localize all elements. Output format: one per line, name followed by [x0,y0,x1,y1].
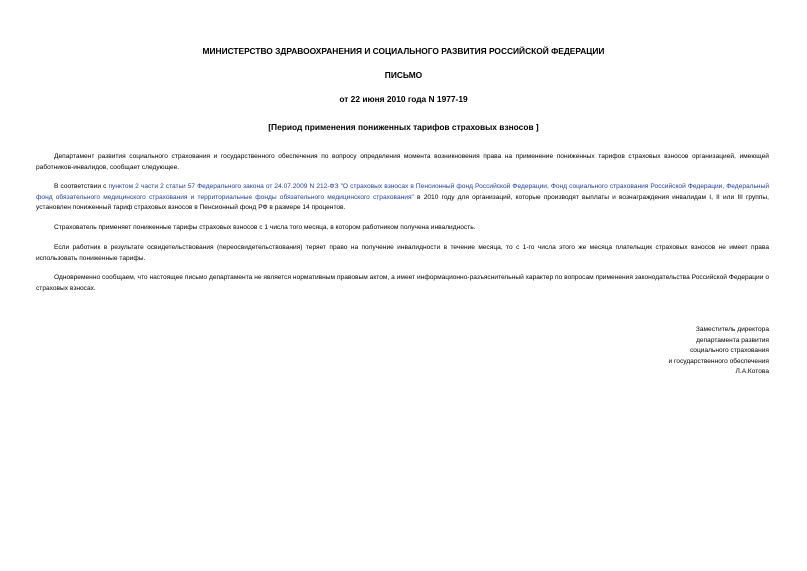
paragraph-1-text: Департамент развития социального страхования и государственного обеспечения по вопросу определения момента возникновения права на применение пониженных тарифов страховых взносов организацией, имеющей работников-инвалидов, сообщает следующее. [36,153,769,171]
document-date-number: от 22 июня 2010 года N 1977-19 [339,94,468,104]
paragraph-4 [36,243,769,264]
paragraph-2 [36,182,769,214]
ministry-title: МИНИСТЕРСТВО ЗДРАВООХРАНЕНИЯ И СОЦИАЛЬНОГО РАЗВИТИЯ РОССИЙСКОЙ ФЕДЕРАЦИИ [202,46,605,56]
signature-line-1: Заместитель директора [695,326,769,333]
paragraph-2-after: в 2010 году для организаций, которые производят выплаты и вознаграждения инвалидам I, II или III группы, установлен пониженный тариф страховых взносов в Пенсионный фонд РФ в размере 14 процентов. [36,193,770,211]
paragraph-1 [36,152,769,173]
signature-line-2: департамента развития [696,336,769,344]
paragraph-2-text [36,182,769,214]
document-subject: [Период применения пониженных тарифов страховых взносов ] [268,122,539,132]
paragraph-5 [36,273,769,294]
document-type: ПИСЬМО [384,70,423,80]
paragraph-2-before: В соответствии с [54,183,109,190]
signature-line-3: социального страхования [689,347,769,354]
paragraph-3-text: Страхователь применяет пониженные тарифы страховых взносов с 1 числа того месяца, в котором работником получена инвалидность. [54,224,476,231]
paragraph-3 [36,223,769,234]
paragraph-4-text: Если работник в результате освидетельствования (переосвидетельствования) теряет право на получение инвалидности в течение месяца, то с 1-го числа этого же месяца плательщик страховых взносов не имеет права использовать пониженные тарифы. [36,244,769,262]
signature-block [569,325,769,378]
signatory-name: Л.А.Котова [735,368,769,375]
paragraph-5-text: Одновременно сообщаем, что настоящее письмо департамента не является нормативным правовым актом, а имеет информационно-разъяснительный характер по вопросам применения законодательства Российской Федерации о страховых взносах. [36,274,769,292]
law-reference-link[interactable]: пунктом 2 части 2 статьи 57 Федерального закона от 24.07.2009 N 212-ФЗ "О страховых взносах в Пенсионный фонд Российской Федерации, Фонд социального страхования Российской Федерации, Федеральный фонд обязательного медицинского страхования и территориальные фонды обязательного медицинского страхования" [36,183,769,201]
signature-line-4: и государственного обеспечения [668,357,769,365]
